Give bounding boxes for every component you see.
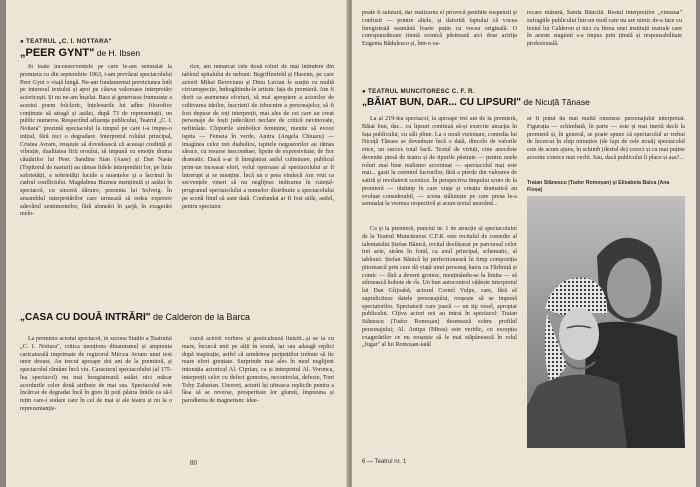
section1-column-1-text: În toate inconsecvențele pe care le-am semnalat la premiera cu din septembrie 1963, i-am prevăzut spectacolului Peer Gynt o viață lungă. Ne-am fundamentat previziunea întîi pe interesul textului și apoi pe câteva valoroase interpretări actoricești. Și nu ne-am înșelat. Bara și generoasa frumusețe a acestui poem folcloric, înțelesurile lui adînc filozofice conținute să atragă și astăzi, după 73 de reprezentații, un public numeros. Respectînd afluența publicului, Teatrul „C. I. Nottara" prezintă spectacolul la timpul pe care i-a impus-o inițial, fără nici o degradare. Interpretul rolului principal, Cristea Avram, reușește să dovedească că aceeași credință și vibrație, dualitatea firii eroului, să impună cu emoție drama căutărilor lui Peer. Sandina Stan (Aase) și Dan Nasta (Topitorul de nasturi) au rămas fidele interpretării lor, pe linia sobrietății, a sobrietății lucide a nuanțelor și a lacrimii în cadrul conflictului. Magdalena Buznea menținută și astăzi în spectacol, cu sinceră dăruire, prezenta lui Solveig. În ansamblul interpretărilor care urmează să redea expresiv adevărul sentimentelor, fără aluneări în șarjă, în exagerări melo- [20,64,172,218]
section3-column-2 [527,116,685,170]
section1-kicker: ● TEATRUL „C. I. NOTTARA" [20,38,112,45]
section2-column-2 [182,336,334,441]
continued-column-2 [527,10,682,72]
section1-column-1 [20,64,172,294]
production-photo-image [527,196,685,448]
section3-column-1-top [362,116,517,222]
section3-column-1-top-text: La al 219-lea spectacol, la aproape trei ani de la premieră, Băiat bun, dar... cu lipsuri continuă să-și exercite atracția în fața publicului, cu săli pline. La o nouă vizionare, comedia lui Nicuță Tănase se dovedește încă o dată, dincolo de valorile etice, un succes total facil. Textul de virtuți, cine anecdote devenite piesă de teatru și de tipurile păstrate — pentru unele roluri mai bine realismo accentuat — spectacolul mai este mai... gasit la curentul lucrurilor, fără a pierde din valoarea de satiră și revelatorii sceniice. În perspectiva timpului scurs de la premieră — răstimp în care viața și creația dramatică au evoluat considerabil, — scena stăluiește pe care presa le-a semnalat la vremea respectivă și acum textul neavând... [362,116,517,208]
section3-column-1-bottom [362,226,517,448]
section2-title [20,312,250,323]
right-page [352,0,696,487]
continued-column-2-text: recare măsură, Sanda Băncilă. Restul interpreților „vineaua" sufragiile publicului într-un mod care nu are nimic de-a face cu textul lui Calderon și nici cu firma unei instituții teatrale care în aceste stagiuni s-a impus prin ținută și responsabilitate profesională. [527,10,682,47]
section3-kicker: ● TEATRUL MUNCITORESC C. F. R. [362,88,475,95]
section2-title-author: de Calderon de la Barca [150,312,251,322]
left-page [6,0,348,487]
production-photo [527,196,685,448]
right-page-footer: 6 — Teatrul nr. 1 [362,459,406,465]
left-page-number: 80 [190,459,197,467]
section1-title [20,47,140,59]
continued-column-1 [362,10,517,72]
section2-column-2-text: curcă actorii vorbesc și gesticulează linistit...și se ia cu mare, încurcă unii pe alții în scenă, iar sau adaugă replici după inspirație, astfel că urmărirea peripețiilor trebuie să fie mare efort greutate. Surprinde mai ales în mod neglijent intonația actoricul Al. Ciprian, ca și interpretul Al. Voronca, interpreții celor cu defect gomotos, necontrolat, defecte, Toni Toby Zaharian. Unorori, actorii își uiteasca replicile pentru a lăsa să se reverse, prosperitate lor glumit, împreuna și parodierea de magnetism: idee- [182,336,334,404]
section2-column-1 [20,336,172,441]
section3-title-play: „BĂIAT BUN, DAR... CU LIPSURI" [362,97,521,108]
continued-column-1-text: poate fi salutară, dar realizarea ei provocă penibile suspensii și confuzii — printre altele, și datorită faptului că vocea înregistrată seamănă foarte puțin cu vocea originală. O corespunzătoare tinută scenică păstrează aici doar actrița Eugenia Bădulescu și, într-o oa- [362,10,517,47]
section1-column-2 [182,64,334,294]
section2-title-play: „CASA CU DOUĂ INTRĂRI" [20,312,151,323]
section1-column-2-text: rice, am remarcat cele două roluri de mai întindere din tabloul spitalului de nebuni: Begriffenfeld și Huseim, pe care actorii Mihai Berovianu și Dinu Lucian le susțin cu multă circumspecție, îmbogățindu-le artistic fața de premieră. Am fi dorit ca asemenea eforturi, să mai apropiere a actorilor de cultivarea ideilor, înscrierii de izbucnire a personajelor, să fi fost depuse de toți interpreții, mai ales de cei care au creat personaje de foști judecători neclare de critică nevinovate, nefiinlate. Chipurile simbolice feminine, menite să evoce ispita — Femeia în verde, Anitra (Angela Chiuaru) — imaginea celor trei diabolice, ispitele negustorilor au rămas sărace, cu resurse ineconduse, lipsite de expresivitate, de fior dramatic. Dacă s-ar fi înregistrat astfel culminare, publicul prim-un inceasar efort, volul operoase al spectacolului ar fi întrerupt și se menține. Încă un e prea vindecă Am vrut ca secvențele vineri să nu neglijeze indicarea în cuiețul-programul spectacolului a numelor distribuite a spectacolului pe scenă fiind că sunt dată. Confundat ar fi fost utile, astfel, pentru spectator. [182,64,334,210]
section2-column-1-text: La premiera acestui spectacol, în sezona Studio a Teatrului „C. I. Nottara", critica menționa dinamismul și ampreuta caricaturală imprimate de regizorul Mircea Avram unui text unor desuet. Au trecut aproape doi ani de la premieră, și spectacolul rămâne încă viu. Caracterul spectacolului (al 175-lea spectacol) nu mai înregistrează astăzi nici măcar acordurile celor două atribute de mai sus. Spectacolul este încărcat de degradat încă în greu îți poți păstra liniile ca să-l rețin care-i sudare care în cel de mai și ale teatru și nu la o reprezentanție- [20,336,172,412]
section1-title-play: „PEER GYNT" [20,47,95,59]
section1-title-author: de H. Ibsen [94,48,141,58]
section3-column-1-bottom-text: Ca și la premieră, punctul nr. 1 de atracție al spectacolului de la Teatrul Muncitoresc C.F.R. este recitalul de comedie al talentatului Ștefan Bănică, recital desfășurat pe parcursul celor trei acte, strâns în fond, ca axul principal, schematic, al tablouri. Ștefan Bănică își perfectionează în timp compoziția pitorească prin care dă viață unui personaj haios ca Fărîmiță și comic — fără a deveni grotesc, menținându-se la limita — să stîrnească hohote de rîs. Un bun autocontrol vădește interpretul lui Dan Gîrjoabă, actorul Cornel Vulpe, care, fără să supraliciteze datele personajului, reușește să se impună spectatorilor. Spectatorii care joacă — un tip vesel, apropiat publicului. Cîțiva actori noi au intrat în spectacol: Traian Stănescu (Tudor Romoșan) desenează sobru profilul personajului; Al. Antipa (Mirea) este veridic, cu excepția exagerărilor ce nu reușește să le mai stăpânească în rolul „fugar" al lui Romoșan-tatăl [362,226,517,349]
section3-title-author: de Nicuță Tănase [521,97,590,107]
section3-title [362,97,590,108]
photo-caption: Traian Stănescu (Tudor Romoșan) și Elisabeta Balca (Ana Floșa) [527,180,670,193]
section3-column-2-text: ar fi putut da mai multă omenesc personajului interpretat. Figurația — schimbată, în parte — este și mai inertă decît la premieră și, în general, se poate spune că spectacolul ar trebui de încercat în chip minuțios (de fapt de cele nouă) spectacolul este de acum ajuns, în schimb (destul de) corect și cu mai puține accente comice mai vechi. Sau, dacă publicului îi place și așa?... [527,116,685,161]
